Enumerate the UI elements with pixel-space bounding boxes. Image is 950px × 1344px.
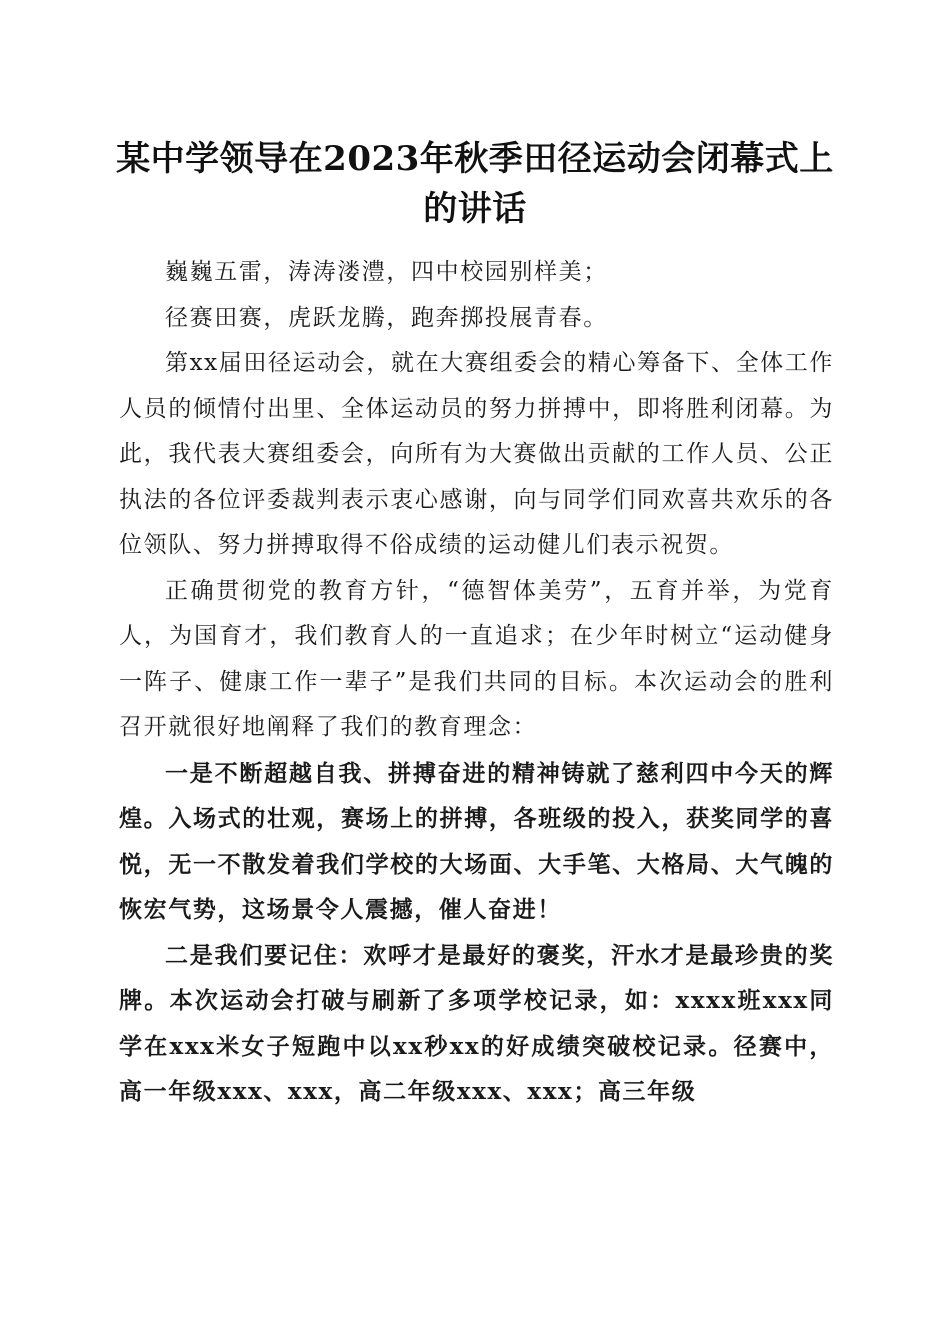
document-title: 某中学领导在2023年秋季田径运动会闭幕式上的讲话 <box>116 139 834 229</box>
paragraph-point-two: 二是我们要记住：欢呼才是最好的褒奖，汗水才是最珍贵的奖牌。本次运动会打破与刷新了多项学校记录，如：xxxx班xxx同学在xxx米女子短跑中以xx秒xx的好成绩突破校记录。径赛中，高一年级xxx、xxx，高二年级xxx、xxx；高三年级 <box>119 941 834 1105</box>
paragraph-thanks: 第xx届田径运动会，就在大赛组委会的精心筹备下、全体工作人员的倾情付出里、全体运动员的努力拼搏中，即将胜利闭幕。为此，我代表大赛组委会，向所有为大赛做出贡献的工作人员、公正执法的各位评委裁判表示衷心感谢，向与同学们同欢喜共欢乐的各位领队、努力拼搏取得不俗成绩的运动健儿们表示祝贺。 <box>119 350 834 558</box>
document-body <box>119 250 834 1115</box>
paragraph-education-policy: 正确贯彻党的教育方针，“德智体美劳”，五育并举，为党育人，为国育才，我们教育人的一直追求；在少年时树立“运动健身一阵子、健康工作一辈子”是我们共同的目标。本次运动会的胜利召开就很好地阐释了我们的教育理念： <box>119 577 834 740</box>
paragraph-couplet-2: 径赛田赛，虎跃龙腾，跑奔掷投展青春。 <box>165 304 608 331</box>
paragraph-point-one: 一是不断超越自我、拼搏奋进的精神铸就了慈利四中今天的辉煌。入场式的壮观，赛场上的拼搏，各班级的投入，获奖同学的喜悦，无一不散发着我们学校的大场面、大手笔、大格局、大气魄的恢宏气势，这场景令人震撼，催人奋进！ <box>119 759 834 923</box>
paragraph-couplet-1: 巍巍五雷，涛涛溇澧，四中校园别样美； <box>165 259 608 285</box>
